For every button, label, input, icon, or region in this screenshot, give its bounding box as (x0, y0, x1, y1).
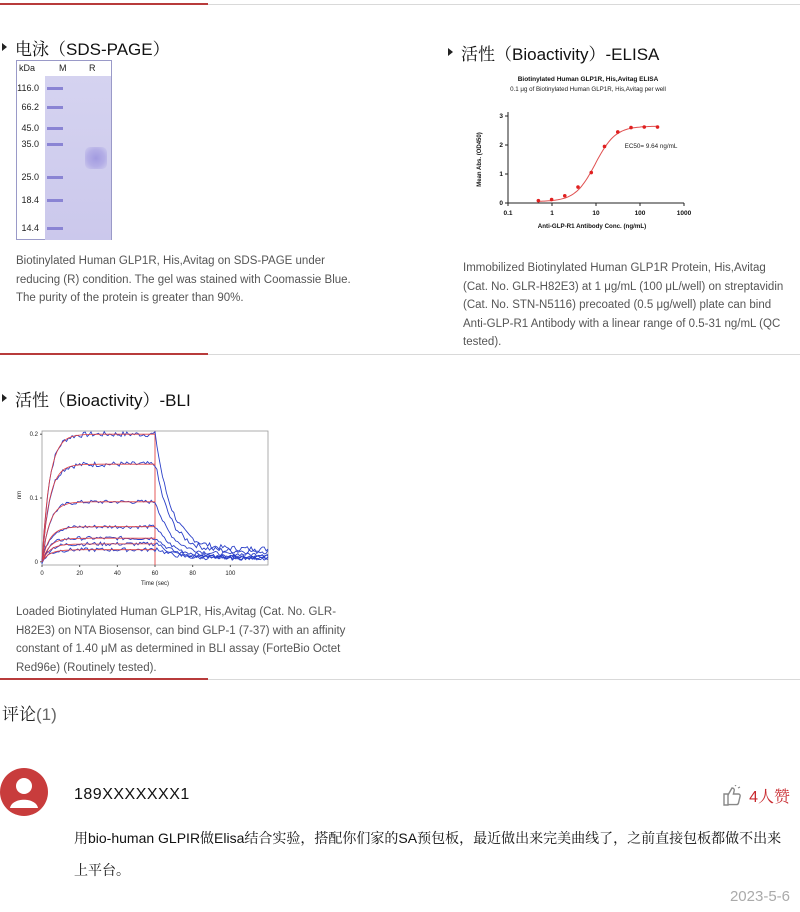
y-tick-label: 1 (499, 171, 503, 178)
comment-date: 2023-5-6 (729, 888, 790, 905)
y-tick-label: 2 (499, 142, 503, 149)
like-button[interactable] (721, 784, 790, 807)
fit-curve (538, 126, 657, 201)
x-axis-label: Time (sec) (140, 581, 170, 587)
thumbs-up-icon (721, 785, 743, 807)
y-axis-label: Mean Abs. (OD450) (477, 132, 483, 187)
comments-count: (1) (36, 705, 57, 724)
x-tick-label: 0.1 (503, 210, 513, 217)
sds-title: 电泳（SDS-PAGE） (2, 35, 170, 60)
comments-header: 评论(1) (2, 705, 57, 724)
x-tick-label: 20 (76, 571, 84, 577)
section-accent (0, 353, 208, 355)
bullet-icon (2, 394, 7, 402)
data-point (589, 171, 593, 175)
y-axis-label: nm (17, 490, 23, 500)
marker-label: 14.4 (21, 223, 39, 233)
marker-label: 45.0 (21, 123, 39, 133)
data-point (537, 199, 541, 203)
chart-subtitle: 0.1 μg of Biotinylated Human GLP1R, His,Avitag per well (510, 86, 666, 93)
comments-accent (0, 678, 208, 680)
user-icon (0, 768, 48, 816)
protein-band (85, 147, 107, 169)
bullet-icon (2, 43, 7, 51)
bli-title: 活性（Bioactivity）-BLI (2, 386, 191, 411)
x-axis-label: Anti-GLP-R1 Antibody Conc. (ng/mL) (537, 223, 647, 230)
gel-m-label: M (59, 63, 67, 73)
data-point (563, 194, 567, 198)
marker-label: 116.0 (17, 83, 39, 93)
x-tick-label: 40 (113, 571, 121, 577)
x-tick-label: 10 (592, 210, 600, 217)
marker-label: 18.4 (21, 195, 39, 205)
marker-label: 35.0 (21, 139, 39, 149)
data-point (576, 185, 580, 189)
comment-username[interactable]: 189XXXXXXX1 (74, 786, 190, 803)
gel-r-label: R (89, 63, 96, 73)
x-tick-label: 1 (550, 210, 554, 217)
gel-kda-label: kDa (19, 63, 36, 73)
sds-gel-image (16, 60, 112, 240)
x-tick-label: 1000 (676, 210, 692, 217)
data-point (603, 145, 607, 149)
elisa-chart (468, 72, 708, 234)
bli-description: Loaded Biotinylated Human GLP1R, His,Avitag (Cat. No. GLR-H82E3) on NTA Biosensor, can bind GLP-1 (7-37) with an affinity constant of 1.40 μM as determined in BLI assay (ForteBio Octet Red96e) (Routinely tested). (16, 606, 346, 674)
sds-description: Biotinylated Human GLP1R, His,Avitag on SDS-PAGE under reducing (R) condition. The gel was stained with Coomassie Blue. The purity of the protein is greater than 90%. (16, 255, 351, 304)
x-tick-label: 80 (189, 571, 197, 577)
like-count: 4人赞 (749, 789, 790, 806)
y-tick-label: 0.1 (29, 496, 38, 502)
y-tick-label: 3 (499, 113, 503, 120)
chart-title: Biotinylated Human GLP1R, His,Avitag ELISA (517, 76, 659, 83)
data-point (656, 125, 660, 129)
ec50-annotation: EC50= 9.64 ng/mL (624, 143, 678, 150)
bullet-icon (448, 48, 453, 56)
top-accent (0, 3, 208, 5)
data-point (629, 126, 633, 130)
x-tick-label: 60 (151, 571, 159, 577)
y-tick-label: 0 (34, 559, 38, 566)
x-tick-label: 100 (225, 571, 236, 577)
marker-label: 66.2 (21, 102, 39, 112)
x-tick-label: 0 (40, 571, 44, 577)
elisa-title: 活性（Bioactivity）-ELISA (448, 40, 659, 65)
data-point (642, 125, 646, 129)
comment-text: 用bio-human GLPIR做Elisa结合实验，搭配你们家的SA预包板，最近做出来完美曲线了，之前直接包板都做不出来上平台。 (74, 830, 782, 878)
data-point (616, 130, 620, 134)
y-tick-label: 0 (499, 200, 503, 207)
marker-label: 25.0 (21, 172, 39, 182)
avatar[interactable] (0, 768, 48, 816)
elisa-description: Immobilized Biotinylated Human GLP1R Protein, His,Avitag (Cat. No. GLR-H82E3) at 1 μg/mL (100 μL/well) on streptavidin (Cat. No. STN-N5116) precoated (0.5 μg/well) plate can bind Anti-GLP-R1 Antibody with a linear range of 0.5-31 ng/mL (QC tested). (463, 262, 784, 348)
data-point (550, 198, 554, 202)
bli-chart (14, 425, 270, 591)
x-tick-label: 100 (634, 210, 646, 217)
y-tick-label: 0.2 (29, 432, 38, 439)
